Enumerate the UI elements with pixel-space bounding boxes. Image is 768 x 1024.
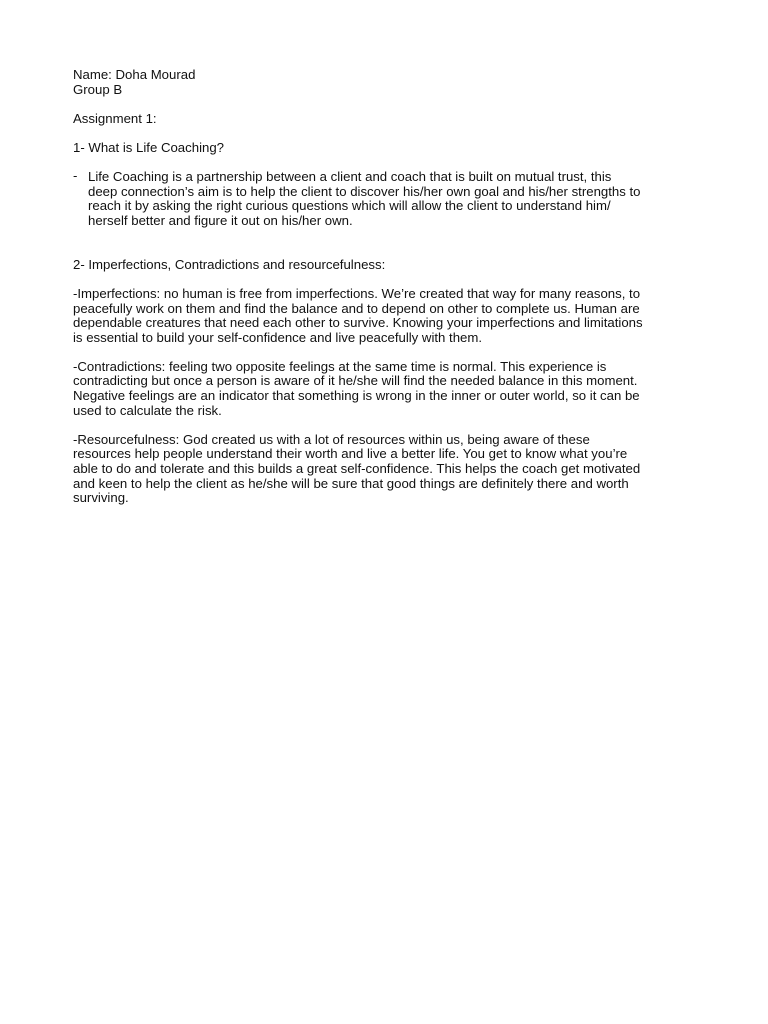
paragraph-line: -Contradictions: feeling two opposite feelings at the same time is normal. This experience is: [73, 358, 607, 374]
paragraph-line: able to do and tolerate and this builds a great self-confidence. This helps the coach get motivated: [73, 461, 641, 477]
answer-line: Life Coaching is a partnership between a client and coach that is built on mutual trust, this: [88, 169, 612, 185]
question-1-answer: [73, 170, 703, 228]
paragraph-line: peacefully work on them and find the balance and to depend on other to complete us. Human are: [73, 300, 640, 316]
paragraph-line: Negative feelings are an indicator that something is wrong in the inner or outer world, so it can be: [73, 388, 640, 404]
student-group: Group B: [73, 81, 123, 97]
paragraph-line: used to calculate the risk.: [73, 402, 222, 418]
paragraph-line: resources help people understand their worth and live a better life. You get to know what you’re: [73, 446, 628, 462]
paragraph-line: surviving.: [73, 490, 129, 506]
answer-line: deep connection’s aim is to help the client to discover his/her own goal and his/her strengths to: [88, 183, 641, 199]
paragraph-line: is essential to build your self-confidence and live peacefully with them.: [73, 329, 483, 345]
student-name: Name: Doha Mourad: [73, 67, 196, 82]
paragraph-line: dependable creatures that need each other to survive. Knowing your imperfections and limitations: [73, 315, 643, 331]
paragraph-line: -Imperfections: no human is free from imperfections. We’re created that way for many reasons, to: [73, 285, 641, 301]
imperfections-paragraph: [73, 287, 703, 345]
paragraph-line: contradicting but once a person is aware of it he/she will find the needed balance in this moment.: [73, 373, 638, 389]
document-body: [73, 68, 703, 506]
bullet-dash: -: [73, 168, 78, 184]
answer-line: herself better and figure it out on his/her own.: [88, 212, 353, 228]
resourcefulness-paragraph: [73, 433, 703, 506]
question-2-title: 2- Imperfections, Contradictions and resourcefulness:: [73, 256, 386, 272]
paragraph-line: -Resourcefulness: God created us with a lot of resources within us, being aware of these: [73, 431, 590, 447]
paragraph-line: and keen to help the client as he/she will be sure that good things are definitely there and worth: [73, 475, 629, 491]
assignment-title: Assignment 1:: [73, 110, 157, 126]
answer-line: reach it by asking the right curious questions which will allow the client to understand him/: [88, 198, 611, 214]
contradictions-paragraph: [73, 360, 703, 418]
question-1-title: 1- What is Life Coaching?: [73, 139, 224, 155]
